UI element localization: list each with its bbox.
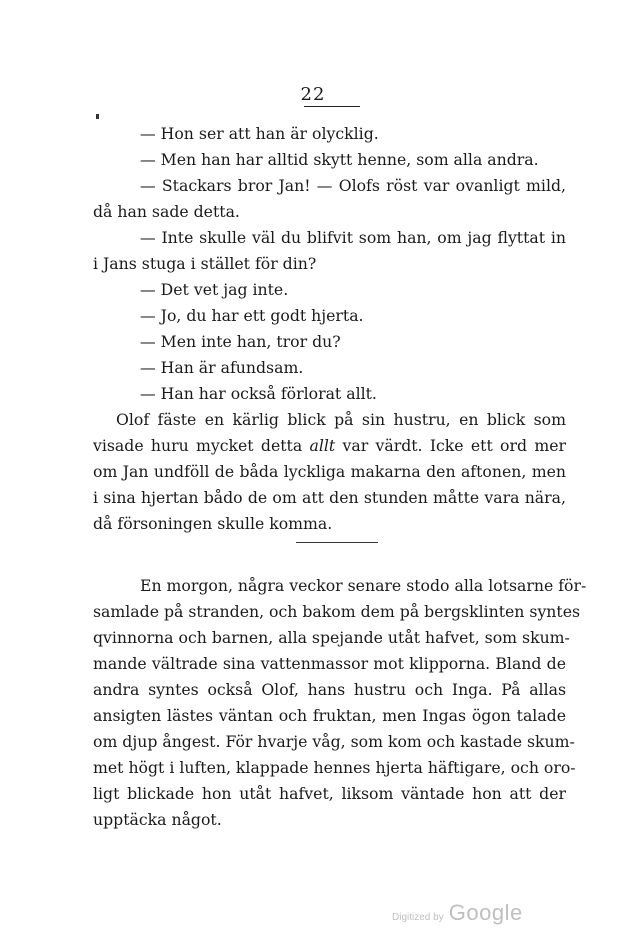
text-line: då försoningen skulle komma. <box>93 514 333 533</box>
section-separator <box>296 542 378 543</box>
text-line <box>93 436 566 456</box>
page-number: 22 <box>300 84 326 105</box>
text-line: — Han har också förlorat allt. <box>140 384 377 403</box>
text-line: ansigten lästes väntan och fruktan, men Ingas ögon talade <box>93 706 566 725</box>
text-line: mande vältrade sina vattenmassor mot klipporna. Bland de <box>93 654 566 673</box>
text-line: — Jo, du har ett godt hjerta. <box>140 306 364 325</box>
text-line: i Jans stuga i stället för din? <box>93 254 317 273</box>
text-line: — Men inte han, tror du? <box>140 332 341 351</box>
watermark-prefix: Digitized by <box>392 912 444 923</box>
margin-speck <box>96 114 99 119</box>
text-line: En morgon, några veckor senare stodo alla lotsarne för- <box>140 576 587 595</box>
text-line: — Inte skulle väl du blifvit som han, om jag flyttat in <box>140 228 566 247</box>
text-line: om djup ångest. För hvarje våg, som kom och kastade skum- <box>93 732 575 751</box>
text-line: upptäcka något. <box>93 810 222 829</box>
text-line: samlade på stranden, och bakom dem på bergsklinten syntes <box>93 602 581 621</box>
text-line: då han sade detta. <box>93 202 240 221</box>
text-line: om Jan undföll de båda lyckliga makarna den aftonen, men <box>93 462 566 481</box>
text-line: Olof fäste en kärlig blick på sin hustru, en blick som <box>116 410 566 429</box>
text-line: — Hon ser att han är olycklig. <box>140 124 379 143</box>
page-number-rule <box>304 106 360 107</box>
text-line: — Det vet jag inte. <box>140 280 289 299</box>
digitized-watermark <box>392 900 523 926</box>
text-line: — Stackars bror Jan! — Olofs röst var ovanligt mild, <box>140 176 566 195</box>
text-line: andra syntes också Olof, hans hustru och Inga. På allas <box>93 680 566 699</box>
google-logo: Google <box>448 900 523 925</box>
text-line: qvinnorna och barnen, alla spejande utåt hafvet, som skum- <box>93 628 570 647</box>
text-line: met högt i luften, klappade hennes hjerta häftigare, och oro- <box>93 758 576 777</box>
text-line: ligt blickade hon utåt hafvet, liksom väntade hon att der <box>93 784 566 803</box>
text-line: — Men han har alltid skytt henne, som alla andra. <box>140 150 539 169</box>
emphasis-word: allt <box>309 436 336 455</box>
text-segment: var värdt. Icke ett ord mer <box>335 436 566 455</box>
text-line: — Han är afundsam. <box>140 358 304 377</box>
text-line: i sina hjertan bådo de om att den stunden måtte vara nära, <box>93 488 566 507</box>
text-segment: visade huru mycket detta <box>93 436 310 455</box>
